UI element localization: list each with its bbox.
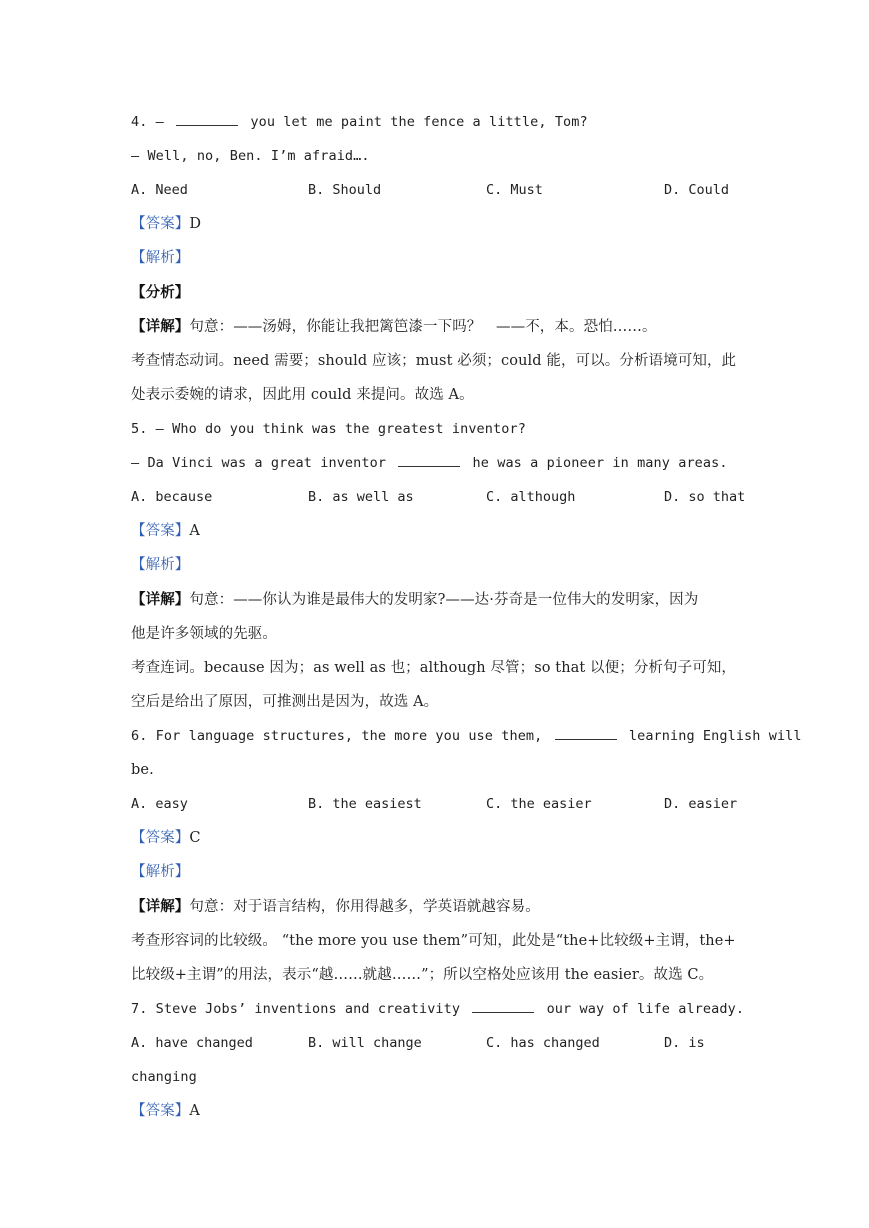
q5-detail-2: 他是许多领域的先驱。 — [131, 626, 277, 642]
q6-stem — [131, 726, 802, 746]
q4-answer-value: D — [189, 216, 202, 232]
q6-detail — [131, 897, 540, 917]
q4-stem-pre: 4. — — [131, 114, 164, 130]
q7-stem — [131, 999, 744, 1019]
q5-stem: 5. — Who do you think was the greatest inventor? — [131, 421, 526, 437]
q6-answer — [131, 828, 201, 848]
q4-reply: — Well, no, Ben. I’m afraid…. — [131, 148, 370, 164]
q5-reply-post: he was a pioneer in many areas. — [472, 455, 728, 471]
q7-answer — [131, 1101, 200, 1121]
q4-stem-post: you let me paint the fence a little, Tom? — [250, 114, 588, 130]
q4-stem — [131, 112, 588, 132]
q5-explain-2: 空后是给出了原因，可推测出是因为，故选 A。 — [131, 694, 439, 710]
q7-stem-post: our way of life already. — [546, 1001, 745, 1017]
q5-blank — [398, 454, 460, 467]
q6-stem-wrap: be. — [131, 762, 154, 778]
q4-answer-tag: 【答案】 — [131, 216, 190, 232]
q4-detail-text: 句意：——汤姆，你能让我把篱笆漆一下吗？ ——不，本。恐怕……。 — [189, 319, 657, 335]
q6-option-b: B. the easiest — [308, 796, 422, 812]
q7-answer-value: A — [189, 1103, 200, 1119]
q6-option-a: A. easy — [131, 796, 188, 812]
q6-explain-2: 比较级+主谓”的用法，表示“越……就越……”；所以空格处应该用 the easier。故选 C。 — [131, 967, 714, 983]
q7-answer-tag: 【答案】 — [131, 1103, 190, 1119]
q5-option-b: B. as well as — [308, 489, 414, 505]
q5-explain-1: 考查连词。because 因为；as well as 也；although 尽管；so that 以便；分析句子可知， — [131, 660, 737, 676]
q4-fenxi-tag: 【分析】 — [131, 284, 190, 301]
q5-answer-value: A — [189, 523, 200, 539]
q6-answer-tag: 【答案】 — [131, 830, 190, 846]
q7-option-wrap: changing — [131, 1069, 197, 1085]
q6-stem-pre: 6. For language structures, the more you use them, — [131, 728, 543, 744]
q4-explain-1: 考查情态动词。need 需要；should 应该；must 必须；could 能，可以。分析语境可知，此 — [131, 353, 737, 369]
q5-detail-tag: 【详解】 — [131, 591, 190, 608]
q5-answer-tag: 【答案】 — [131, 523, 190, 539]
q5-analysis-tag: 【解析】 — [131, 557, 190, 573]
q5-reply-pre: — Da Vinci was a great inventor — [131, 455, 387, 471]
q6-option-c: C. the easier — [486, 796, 592, 812]
q7-option-c: C. has changed — [486, 1035, 600, 1051]
q6-stem-post: learning English will — [628, 728, 802, 744]
q7-option-a: A. have changed — [131, 1035, 253, 1051]
q7-option-d: D. is — [664, 1035, 705, 1051]
q7-stem-pre: 7. Steve Jobs’ inventions and creativity — [131, 1001, 461, 1017]
q4-analysis-tag: 【解析】 — [131, 250, 190, 266]
q5-answer — [131, 521, 200, 541]
q6-option-d: D. easier — [664, 796, 738, 812]
q4-answer — [131, 214, 201, 234]
q4-option-b: B. Should — [308, 182, 382, 198]
q6-explain-1: 考查形容词的比较级。 “the more you use them”可知，此处是“the+比较级+主谓，the+ — [131, 933, 736, 949]
q4-detail — [131, 317, 657, 337]
q4-option-c: C. Must — [486, 182, 543, 198]
q6-detail-tag: 【详解】 — [131, 898, 190, 915]
q5-option-d: D. so that — [664, 489, 746, 505]
q5-option-c: C. although — [486, 489, 576, 505]
q7-blank — [472, 1000, 534, 1013]
q7-option-b: B. will change — [308, 1035, 422, 1051]
q5-detail-text: 句意：——你认为谁是最伟大的发明家?——达·芬奇是一位伟大的发明家，因为 — [189, 592, 699, 608]
q6-analysis-tag: 【解析】 — [131, 864, 190, 880]
q5-reply — [131, 453, 728, 473]
q4-detail-tag: 【详解】 — [131, 318, 190, 335]
q6-answer-value: C — [189, 830, 201, 846]
q4-option-a: A. Need — [131, 182, 188, 198]
q4-blank — [176, 113, 238, 126]
q6-detail-text: 句意：对于语言结构，你用得越多，学英语就越容易。 — [189, 899, 540, 915]
q5-option-a: A. because — [131, 489, 213, 505]
q4-explain-2: 处表示委婉的请求，因此用 could 来提问。故选 A。 — [131, 387, 474, 403]
q5-detail-1 — [131, 590, 698, 610]
q4-option-d: D. Could — [664, 182, 730, 198]
q6-blank — [555, 727, 617, 740]
